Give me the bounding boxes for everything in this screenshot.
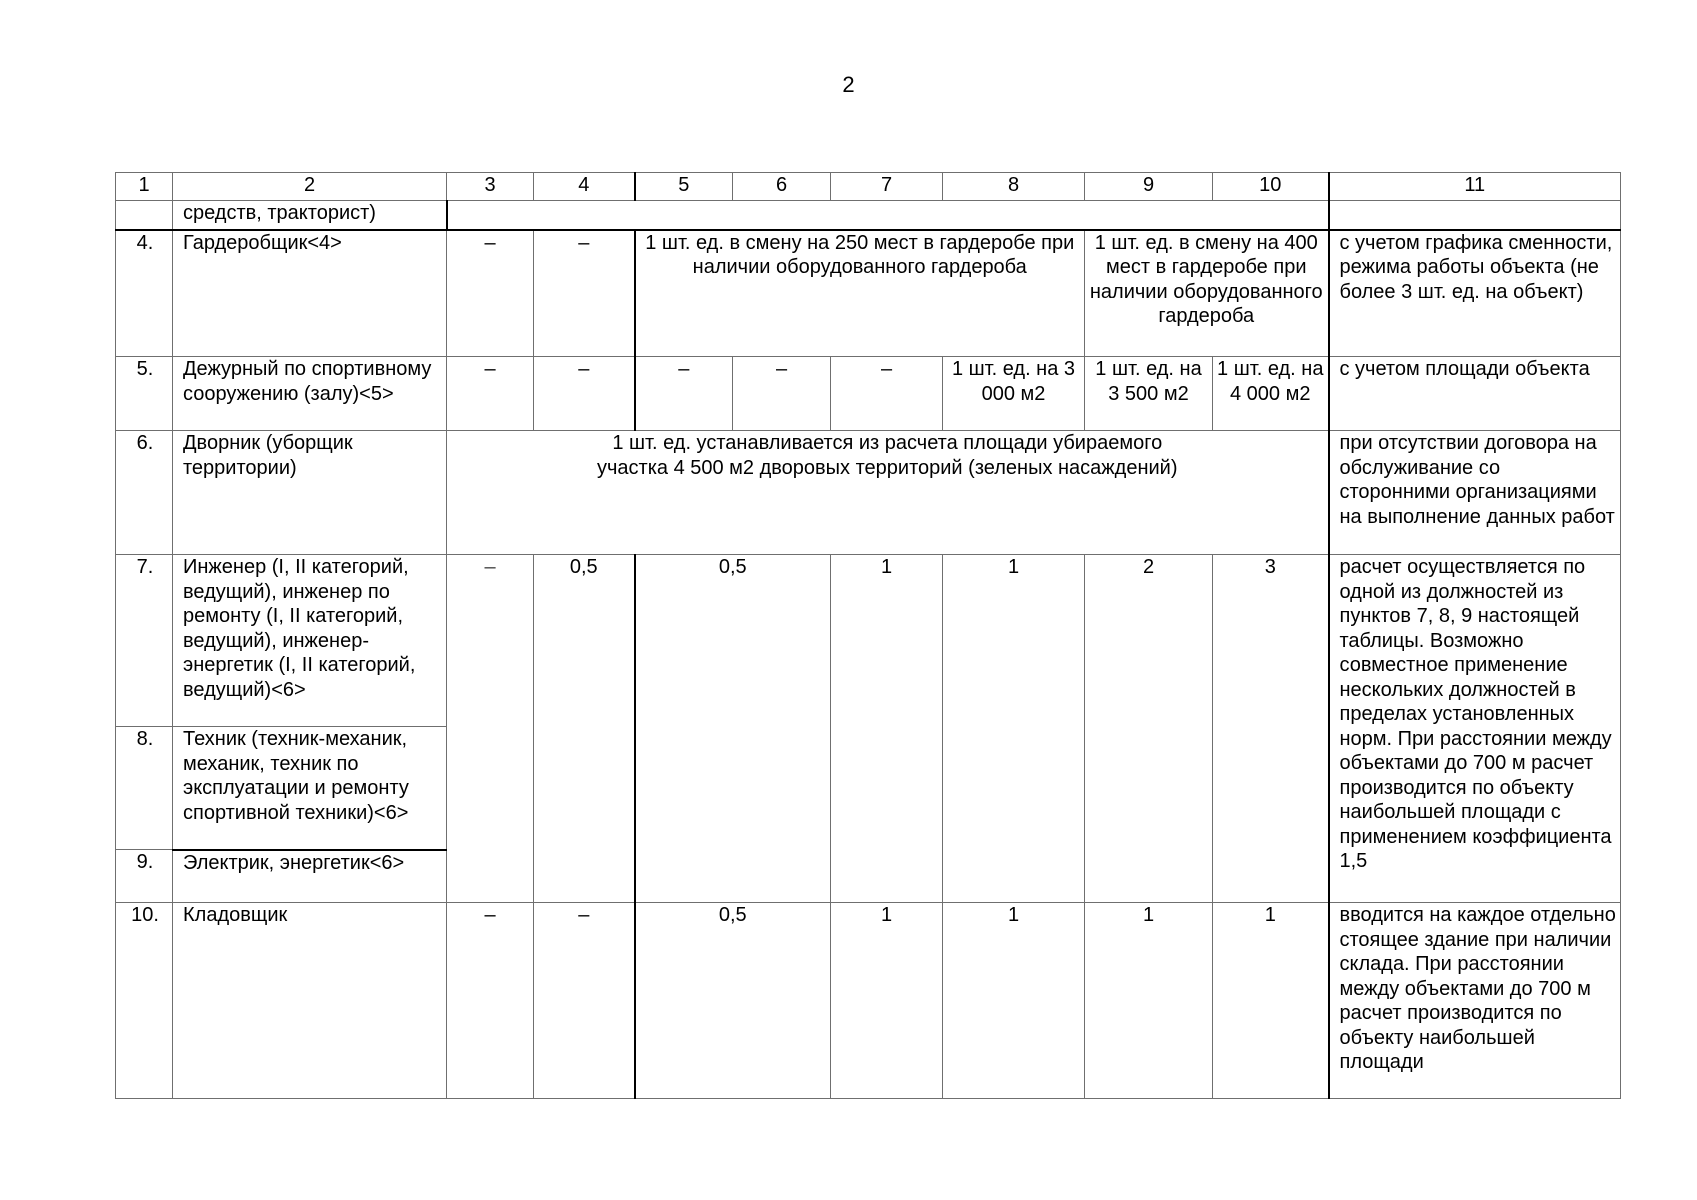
row7-col4: 0,5 (534, 555, 635, 903)
row7-col7: 1 (831, 555, 943, 903)
table-row-10 (116, 903, 1621, 1099)
row4-note: с учетом графика сменности, режима работы объекта (не более 3 шт. ед. на объект) (1329, 230, 1621, 357)
row10-col7: 1 (831, 903, 943, 1099)
row10-col3: – (447, 903, 534, 1099)
header-cell-7: 7 (831, 173, 943, 201)
row10-note: вводится на каждое отдельно стоящее здание при наличии склада. При расстоянии между объектами до 700 м расчет производится по объекту наибольшей площади (1329, 903, 1621, 1099)
cont-num-cell (116, 201, 173, 230)
row5-note: с учетом площади объекта (1329, 357, 1621, 431)
row4-num: 4. (116, 230, 173, 357)
table-row-5 (116, 357, 1621, 431)
row10-col5-6: 0,5 (635, 903, 831, 1099)
row6-note: при отсутствии договора на обслуживание со сторонними организациями на выполнение данных работ (1329, 431, 1621, 555)
table-row-6 (116, 431, 1621, 555)
row6-col3-10 (447, 431, 1329, 555)
row8-position: Техник (техник-механик, механик, техник по эксплуатации и ремонту спортивной техники)<6> (173, 727, 447, 850)
row10-col8: 1 (943, 903, 1085, 1099)
staffing-norms-table (115, 172, 1621, 1099)
row5-col8: 1 шт. ед. на 3 000 м2 (943, 357, 1085, 431)
header-cell-10: 10 (1213, 173, 1329, 201)
row10-position: Кладовщик (173, 903, 447, 1099)
row4-position: Гардеробщик<4> (173, 230, 447, 357)
cont-values-cell (447, 201, 1329, 230)
row5-col9: 1 шт. ед. на 3 500 м2 (1085, 357, 1213, 431)
row8-num: 8. (116, 727, 173, 850)
header-cell-3: 3 (447, 173, 534, 201)
row7-col9: 2 (1085, 555, 1213, 903)
header-cell-5: 5 (635, 173, 733, 201)
row5-col5: – (635, 357, 733, 431)
header-cell-8: 8 (943, 173, 1085, 201)
header-cell-9: 9 (1085, 173, 1213, 201)
header-row (116, 173, 1621, 201)
row5-col3: – (447, 357, 534, 431)
row7-col10: 3 (1213, 555, 1329, 903)
row7-position: Инженер (I, II категорий, ведущий), инженер по ремонту (I, II категорий, ведущий), инженер-энергетик (I, II категорий, ведущий)<6> (173, 555, 447, 727)
row5-col10: 1 шт. ед. на 4 000 м2 (1213, 357, 1329, 431)
header-cell-4: 4 (534, 173, 635, 201)
header-cell-1: 1 (116, 173, 173, 201)
row5-num: 5. (116, 357, 173, 431)
row7-col3: – (447, 555, 534, 903)
cont-note-cell (1329, 201, 1621, 230)
row7-col5-6: 0,5 (635, 555, 831, 903)
row7-num: 7. (116, 555, 173, 727)
row4-col4: – (534, 230, 635, 357)
row6-position: Дворник (уборщик территории) (173, 431, 447, 555)
row5-col7: – (831, 357, 943, 431)
row9-position: Электрик, энергетик<6> (173, 850, 447, 903)
header-cell-2: 2 (173, 173, 447, 201)
row5-col6: – (733, 357, 831, 431)
page-number: 2 (842, 72, 855, 97)
row9-num: 9. (116, 850, 173, 903)
header-cell-11: 11 (1329, 173, 1621, 201)
row5-col4: – (534, 357, 635, 431)
row10-num: 10. (116, 903, 173, 1099)
continuation-row (116, 201, 1621, 230)
row7-note: расчет осуществляется по одной из должностей из пунктов 7, 8, 9 настоящей таблицы. Возможно совместное применение нескольких должностей в пределах установленных норм. При расстоянии между объектами до 700 м расчет производится по объекту наибольшей площади с применением коэффициента 1,5 (1329, 555, 1621, 903)
row5-position: Дежурный по спортивному сооружению (залу)<5> (173, 357, 447, 431)
table-row-7 (116, 555, 1621, 727)
row6-merged-text: 1 шт. ед. устанавливается из расчета площади убираемого участка 4 500 м2 дворовых территорий (зеленых насаждений) (597, 432, 1178, 479)
table-row-4 (116, 230, 1621, 357)
row10-col4: – (534, 903, 635, 1099)
row4-col3: – (447, 230, 534, 357)
row10-col9: 1 (1085, 903, 1213, 1099)
cont-position-cell: средств, тракторист) (173, 201, 447, 230)
row6-num: 6. (116, 431, 173, 555)
row4-col5-8: 1 шт. ед. в смену на 250 мест в гардеробе при наличии оборудованного гардероба (635, 230, 1085, 357)
header-cell-6: 6 (733, 173, 831, 201)
row10-col10: 1 (1213, 903, 1329, 1099)
row4-col9-10: 1 шт. ед. в смену на 400 мест в гардеробе при наличии оборудованного гардероба (1085, 230, 1329, 357)
row7-col8: 1 (943, 555, 1085, 903)
